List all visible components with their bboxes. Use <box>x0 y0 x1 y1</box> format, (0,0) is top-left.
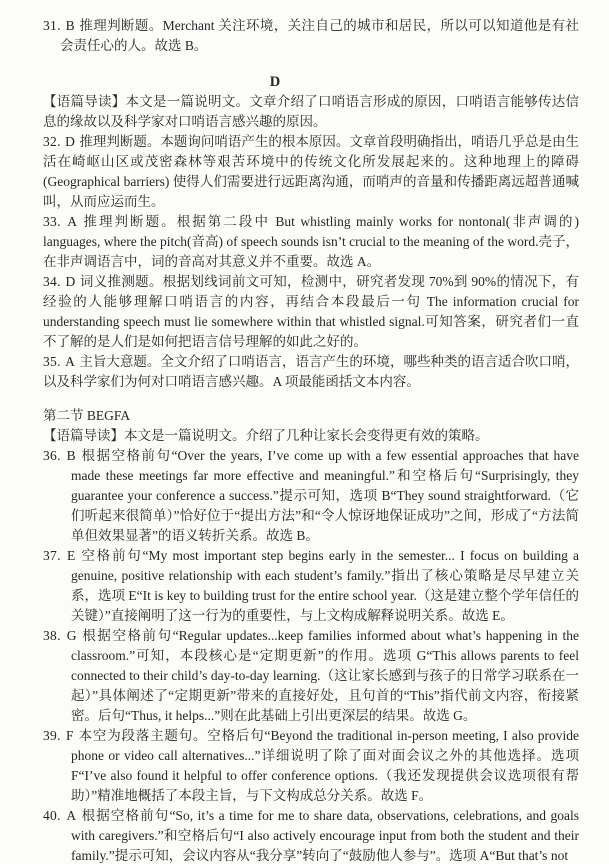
item-answer-letter: G <box>66 628 77 643</box>
lead-items-group <box>43 16 579 56</box>
passage-d-intro: 【语篇导读】本文是一篇说明文。文章介绍了口哨语言形成的原因，口哨语言能够传达信息的缘故以及科学家对口哨语言感兴趣的原因。 <box>43 94 579 129</box>
item-explanation: 推理判断题。Merchant 关注环境，关注自己的城市和居民，所以可以知道他是有社会责任心的人。故选 B。 <box>60 18 580 53</box>
section-two-intro: 【语篇导读】本文是一篇说明文。介绍了几种让家长会变得更有效的策略。 <box>43 428 489 443</box>
item-answer-letter: A <box>67 214 77 229</box>
item-answer-letter: A <box>65 354 75 369</box>
answer-item <box>43 272 579 352</box>
item-answer-letter: E <box>66 548 76 563</box>
item-explanation: 空格前句“My most important step begins early in the semester... I focus on building a genuine, positive relationship with each student’s family.”指出了核心策略是尽早建立关系，选项 E“It is key to building trust for the entire school year.（这是建立整个学年信任的关键）”直接阐明了这一行为的重要性，与上文构成解释说明关系。故选 E。 <box>71 548 579 623</box>
passage-d-heading: D <box>269 74 281 90</box>
item-explanation: 推理判断题。根据第二段中 But whistling mainly works for nontonal(非声调的) languages, where the pitch(音高) of speech sounds isn’t crucial to the meaning of the word.壳子，在非声调语言中，词的音高对其意义并不重要。故选 A。 <box>43 214 580 269</box>
item-answer-letter: D <box>65 274 76 289</box>
section-two-heading: 第二节 BEGFA <box>43 408 131 423</box>
section-two-items-group <box>43 446 579 864</box>
item-explanation: 词义推测题。根据划线词前文可知，检测中，研究者发现 70%到 90%的情况下，有经验的人能够理解口哨语言的内容，再结合本段最后一句 The information crucial for understanding speech must lie somewhere within that whistled signal.可知答案，研究者们一直不了解的是人们是如何把语言信号理解的如此之好的。 <box>43 274 579 349</box>
item-answer-letter: D <box>65 134 75 149</box>
answer-item <box>43 726 579 806</box>
item-number: 33. <box>43 214 61 229</box>
item-answer-letter: F <box>65 728 74 743</box>
item-number: 38. <box>43 628 61 643</box>
answer-item <box>43 546 579 626</box>
item-number: 37. <box>43 548 61 563</box>
item-number: 34. <box>43 274 61 289</box>
item-answer-letter: B <box>66 448 76 463</box>
answer-item <box>43 16 579 56</box>
item-number: 40. <box>43 808 61 823</box>
item-explanation: 推理判断题。本题询问哨语产生的根本原因。文章首段明确指出，哨语几乎总是由生活在崎岖山区或茂密森林等艰苦环境中的传统文化所发展起来的。这种地理上的障碍(Geographical barriers) 使得人们需要进行远距离沟通，而哨声的音量和传播距离远超普通喊叫，从而应运而生。 <box>43 134 580 209</box>
item-explanation: 根据空格前句“So, it’s a time for me to share data, observations, celebrations, and goals with caregivers.”和空格后句“I also actively encourage input from both the student and their family.”提示可知，会议内容从“我分享”转向了“鼓励他人参与”。选项 A“But that’s not <box>71 808 580 863</box>
item-answer-letter: A <box>66 808 77 823</box>
answer-item <box>43 212 579 272</box>
item-number: 36. <box>43 448 61 463</box>
item-answer-letter: B <box>65 18 75 33</box>
item-number: 35. <box>43 354 61 369</box>
item-explanation: 主旨大意题。全文介绍了口哨语言，语言产生的环境，哪些种类的语言适合吹口哨，以及科学家们为何对口哨语言感兴趣。A 项最能函括文本内容。 <box>43 354 580 389</box>
answer-item <box>43 132 579 212</box>
answer-item <box>43 806 579 864</box>
item-explanation: 根据空格前句“Regular updates...keep families informed about what’s happening in the classroom.”可知，本段核心是“定期更新”的作用。选项 G“This allows parents to feel connected to their child’s day-to-day learning.（这让家长感到与孩子的日常学习联系在一起）”具体阐述了“定期更新”带来的直接好处，且句首的“This”指代前文内容，衔接紧密。后句“Thus, it helps...”则在此基础上引出更深层的结果。故选 G。 <box>71 628 580 723</box>
answer-item <box>43 352 579 392</box>
item-number: 39. <box>43 728 61 743</box>
item-number: 31. <box>43 18 61 33</box>
answer-item <box>43 446 579 546</box>
item-explanation: 根据空格前句“Over the years, I’ve come up with a few essential approaches that have made these meetings far more effective and meaningful.”和空格后句“Surprisingly, they guarantee your conference a success.”提示可知，选项 B“They sound straightforward.（它们听起来很简单）”恰好位于“提出方法”和“令人惊讶地保证成功”之间，形成了“方法简单但效果显著”的语义转折关系。故选 B。 <box>71 448 579 543</box>
item-number: 32. <box>43 134 61 149</box>
passage-d-items-group <box>43 132 579 392</box>
item-explanation: 本空为段落主题句。空格后句“Beyond the traditional in-person meeting, I also provide phone or video call alternatives...”详细说明了除了面对面会议之外的其他选择。选项 F“I’ve also found it helpful to offer conference options.（我还发现提供会议选项很有帮助）”精准地概括了本段主旨，与下文构成总分关系。故选 F。 <box>71 728 579 803</box>
answer-item <box>43 626 579 726</box>
